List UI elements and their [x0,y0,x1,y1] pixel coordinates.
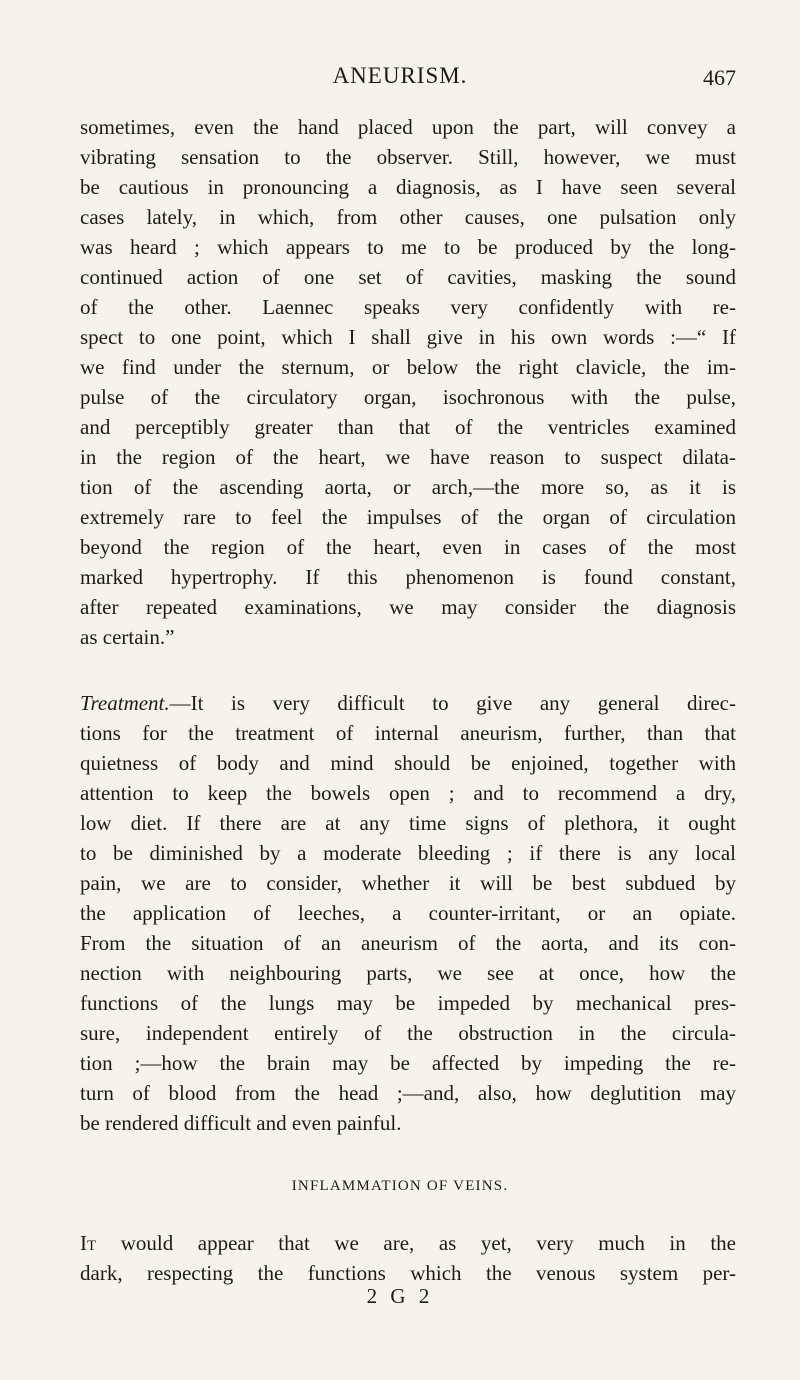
text-line: be cautious in pronouncing a diagnosis, as I have seen several [80,175,736,199]
text-line: quietness of body and mind should be enjoined, together with [80,751,736,775]
text-line: to be diminished by a moderate bleeding ; if there is any local [80,841,736,865]
section-heading: INFLAMMATION OF VEINS. [291,1178,509,1194]
text-line: cases lately, in which, from other causes, one pulsation only [80,205,736,229]
text-line: and perceptibly greater than that of the ventricles examined [80,415,736,439]
text-line: attention to keep the bowels open ; and to recommend a dry, [80,781,736,805]
text-line: tion ;—how the brain may be affected by impeding the re- [80,1051,736,1075]
text-line: in the region of the heart, we have reason to suspect dilata- [80,445,736,469]
text-line [80,1228,736,1258]
text-line [80,688,736,718]
text-line: marked hypertrophy. If this phenomenon is found constant, [80,565,736,589]
text-line: sometimes, even the hand placed upon the part, will convey a [80,115,736,139]
text-line: beyond the region of the heart, even in cases of the most [80,535,736,559]
text-line: as certain.” [80,625,175,649]
text-line: we find under the sternum, or below the right clavicle, the im- [80,355,736,379]
text-line: tion of the ascending aorta, or arch,—the more so, as it is [80,475,736,499]
text-line: the application of leeches, a counter-irritant, or an opiate. [80,901,736,925]
page-number: 467 [703,65,736,90]
treatment-lead: Treatment. [80,691,170,715]
text-line: pain, we are to consider, whether it will be best subdued by [80,871,736,895]
text-line: tions for the treatment of internal aneurism, further, than that [80,721,736,745]
text-fragment: —It is very difficult to give any general direc- [169,691,736,715]
text-line: of the other. Laennec speaks very confidently with re- [80,295,736,319]
lead-word: It [80,1231,97,1255]
text-line: low diet. If there are at any time signs of plethora, it ought [80,811,736,835]
text-fragment: would appear that we are, as yet, very much in the [96,1231,736,1255]
text-line: From the situation of an aneurism of the aorta, and its con- [80,931,736,955]
text-line: was heard ; which appears to me to be produced by the long- [80,235,736,259]
text-line: nection with neighbouring parts, we see at once, how the [80,961,736,985]
signature-mark: 2 G 2 [366,1284,434,1308]
text-line: functions of the lungs may be impeded by mechanical pres- [80,991,736,1015]
text-line: vibrating sensation to the observer. Still, however, we must [80,145,736,169]
text-line: after repeated examinations, we may consider the diagnosis [80,595,736,619]
text-line: turn of blood from the head ;—and, also, how deglutition may [80,1081,736,1105]
text-line: spect to one point, which I shall give in his own words :—“ If [80,325,736,349]
text-line: pulse of the circulatory organ, isochronous with the pulse, [80,385,736,409]
text-line: sure, independent entirely of the obstruction in the circula- [80,1021,736,1045]
text-line: be rendered difficult and even painful. [80,1111,402,1135]
text-line: continued action of one set of cavities, masking the sound [80,265,736,289]
running-title: ANEURISM. [332,63,468,88]
text-line: extremely rare to feel the impulses of the organ of circulation [80,505,736,529]
text-line: dark, respecting the functions which the venous system per- [80,1261,736,1285]
